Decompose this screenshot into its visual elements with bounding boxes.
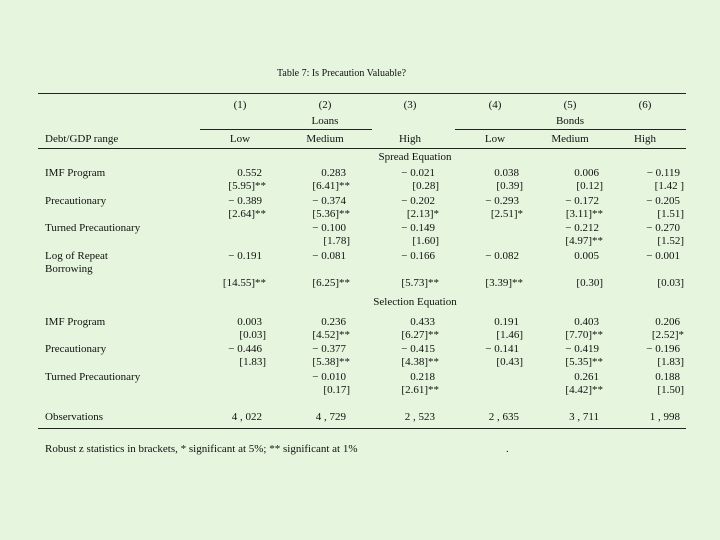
spread-z-cell: [2.64]** (228, 208, 266, 220)
spread-coef-cell: − 0.212 (565, 222, 599, 234)
spread-z-cell: [0.39] (496, 180, 523, 192)
range-label: Debt/GDP range (45, 133, 119, 145)
selection-row-label-precautionary: Precautionary (45, 343, 107, 355)
bottom-rule (38, 428, 686, 429)
selection-z-cell: [1.83] (239, 356, 266, 368)
range-2: Medium (306, 133, 344, 145)
spread-coef-cell: 0.552 (237, 167, 262, 179)
header-rule (38, 148, 686, 149)
selection-z-cell: [4.42]** (565, 384, 603, 396)
spread-coef-cell: − 0.001 (646, 250, 680, 262)
selection-z-cell: [2.52]* (651, 329, 684, 341)
spread-z-cell: [1.42 ] (654, 180, 684, 192)
spread-coef-cell: − 0.202 (401, 195, 435, 207)
selection-coef-cell: 0.206 (655, 316, 680, 328)
selection-coef-cell: − 0.415 (401, 343, 435, 355)
selection-coef-cell: 0.188 (655, 371, 680, 383)
observation-cell: 4 , 729 (315, 411, 346, 423)
selection-coef-cell: 0.261 (574, 371, 599, 383)
group-bonds: Bonds (555, 115, 585, 127)
selection-z-cell: [2.61]** (401, 384, 439, 396)
range-3: High (399, 133, 421, 145)
table-title: Table 7: Is Precaution Valuable? (277, 68, 407, 79)
bonds-underline (455, 129, 686, 130)
selection-coef-cell: − 0.196 (646, 343, 680, 355)
selection-coef-cell: − 0.446 (228, 343, 262, 355)
spread-coef-cell: − 0.389 (228, 195, 262, 207)
spread-coef-cell: − 0.119 (646, 167, 680, 179)
selection-z-cell: [0.43] (496, 356, 523, 368)
spread-coef-cell: − 0.293 (485, 195, 519, 207)
spread-coef-cell: − 0.374 (312, 195, 346, 207)
observation-cell: 4 , 022 (231, 411, 262, 423)
spread-z-cell: [6.25]** (312, 277, 350, 289)
selection-z-cell: [1.46] (496, 329, 523, 341)
spread-coef-cell: − 0.270 (646, 222, 680, 234)
top-rule (38, 93, 686, 94)
spread-coef-cell: − 0.149 (401, 222, 435, 234)
selection-z-cell: [5.35]** (565, 356, 603, 368)
spread-heading: Spread Equation (378, 151, 452, 163)
spread-row-label-turned: Turned Precautionary (45, 222, 141, 234)
selection-coef-cell: − 0.377 (312, 343, 346, 355)
spread-coef-cell: − 0.191 (228, 250, 262, 262)
spread-z-cell: [3.39]** (485, 277, 523, 289)
spread-coef-cell: 0.283 (321, 167, 346, 179)
spread-z-cell: [1.51] (657, 208, 684, 220)
spread-coef-cell: − 0.172 (565, 195, 599, 207)
selection-coef-cell: 0.003 (237, 316, 262, 328)
range-5: Medium (551, 133, 589, 145)
spread-coef-cell: 0.006 (574, 167, 599, 179)
selection-z-cell: [5.38]** (312, 356, 350, 368)
selection-coef-cell: 0.218 (410, 371, 435, 383)
selection-heading: Selection Equation (373, 296, 457, 308)
col-number-6: (6) (638, 99, 652, 111)
spread-z-cell: [0.28] (412, 180, 439, 192)
selection-z-cell: [6.27]** (401, 329, 439, 341)
selection-row-label-imf: IMF Program (45, 316, 106, 328)
spread-row-label-precautionary: Precautionary (45, 195, 107, 207)
spread-z-cell: [5.95]** (228, 180, 266, 192)
spread-z-cell: [1.78] (323, 235, 350, 247)
spread-coef-cell: − 0.082 (485, 250, 519, 262)
col-number-5: (5) (563, 99, 577, 111)
spread-coef-cell: − 0.021 (401, 167, 435, 179)
loans-underline (200, 129, 372, 130)
spread-coef-cell: − 0.100 (312, 222, 346, 234)
col-number-1: (1) (233, 99, 247, 111)
spread-z-cell: [0.12] (576, 180, 603, 192)
spread-z-cell: [5.73]** (401, 277, 439, 289)
spread-coef-cell: − 0.081 (312, 250, 346, 262)
spread-coef-cell: − 0.166 (401, 250, 435, 262)
col-number-4: (4) (488, 99, 502, 111)
observations-label: Observations (45, 411, 104, 423)
selection-coef-cell: − 0.010 (312, 371, 346, 383)
observation-cell: 1 , 998 (649, 411, 680, 423)
selection-row-label-turned: Turned Precautionary (45, 371, 141, 383)
spread-coef-cell: − 0.205 (646, 195, 680, 207)
spread-z-cell: [2.51]* (490, 208, 523, 220)
selection-coef-cell: − 0.419 (565, 343, 599, 355)
spread-coef-cell: 0.005 (574, 250, 599, 262)
selection-coef-cell: 0.433 (410, 316, 435, 328)
spread-z-cell: [4.97]** (565, 235, 603, 247)
observation-cell: 3 , 711 (569, 411, 599, 423)
spread-z-cell: [3.11]** (565, 208, 603, 220)
spread-row-label-imf: IMF Program (45, 167, 106, 179)
range-6: High (634, 133, 656, 145)
selection-z-cell: [4.38]** (401, 356, 439, 368)
selection-z-cell: [1.50] (657, 384, 684, 396)
observation-cell: 2 , 635 (488, 411, 519, 423)
range-1: Low (229, 133, 251, 145)
spread-z-cell: [5.36]** (312, 208, 350, 220)
selection-coef-cell: 0.403 (574, 316, 599, 328)
spread-z-cell: [6.41]** (312, 180, 350, 192)
spread-z-cell: [0.03] (657, 277, 684, 289)
spread-z-cell: [0.30] (576, 277, 603, 289)
selection-z-cell: [0.17] (323, 384, 350, 396)
col-number-2: (2) (318, 99, 332, 111)
selection-z-cell: [4.52]** (312, 329, 350, 341)
selection-z-cell: [0.03] (239, 329, 266, 341)
footnote: Robust z statistics in brackets, * significant at 5%; ** significant at 1% (45, 443, 358, 455)
col-number-3: (3) (403, 99, 417, 111)
selection-z-cell: [7.70]** (565, 329, 603, 341)
selection-coef-cell: 0.236 (321, 316, 346, 328)
spread-z-cell: [2.13]* (406, 208, 439, 220)
spread-row-label-log-1: Log of Repeat (45, 250, 108, 262)
spread-row-label-log-2: Borrowing (45, 263, 93, 275)
group-loans: Loans (311, 115, 339, 127)
spread-z-cell: [1.52] (657, 235, 684, 247)
spread-z-cell: [1.60] (412, 235, 439, 247)
selection-coef-cell: − 0.141 (485, 343, 519, 355)
spread-z-cell: [14.55]** (222, 277, 266, 289)
observation-cell: 2 , 523 (404, 411, 435, 423)
stray-dot: . (506, 443, 509, 455)
range-4: Low (484, 133, 506, 145)
selection-z-cell: [1.83] (657, 356, 684, 368)
selection-coef-cell: 0.191 (494, 316, 519, 328)
spread-coef-cell: 0.038 (494, 167, 519, 179)
